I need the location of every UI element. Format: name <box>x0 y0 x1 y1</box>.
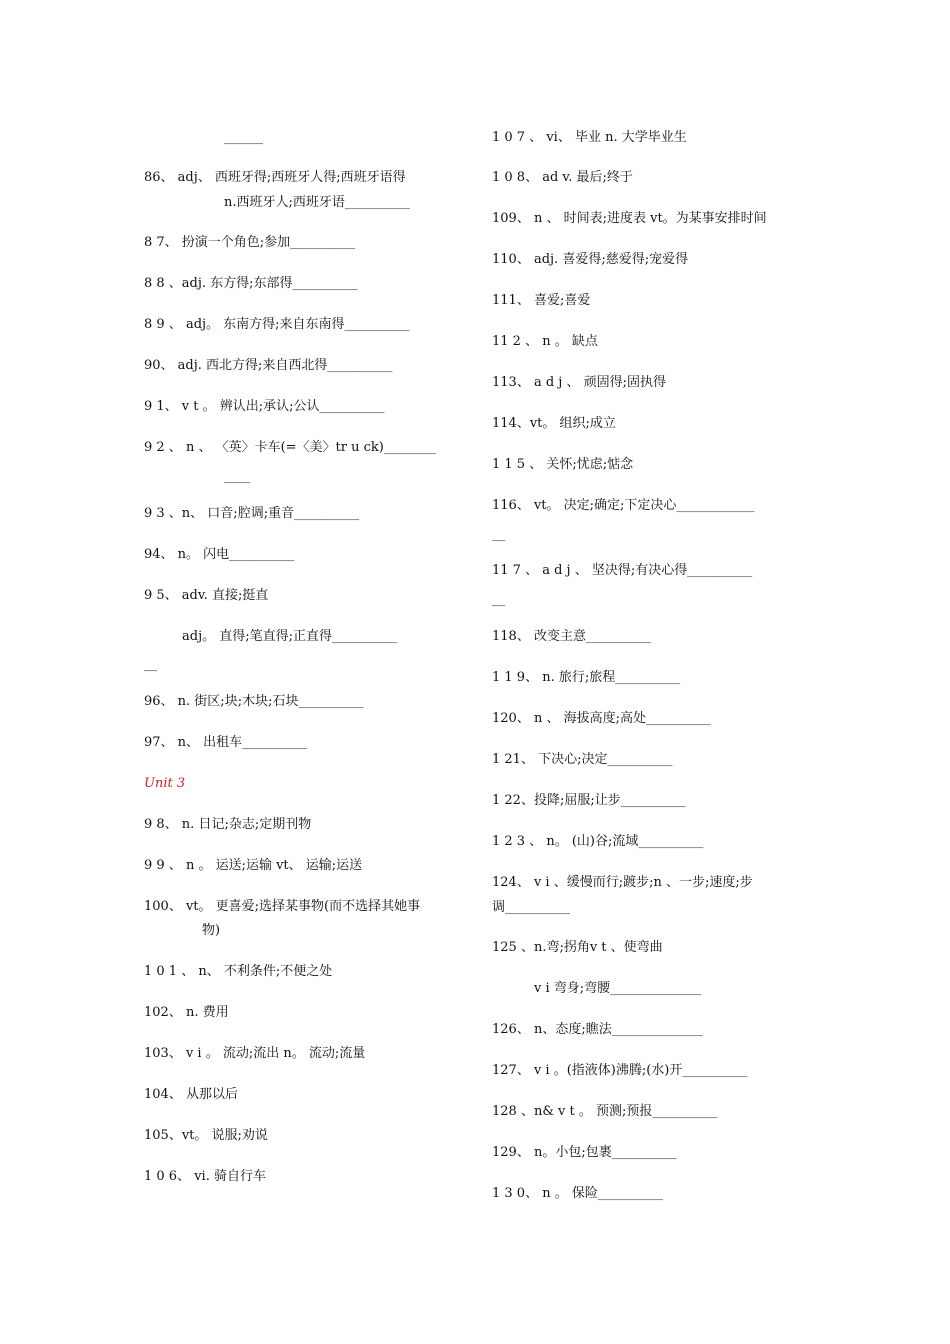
vocab-line: 9 1、 v t 。 辨认出;承认;公认__________ <box>144 399 385 414</box>
vocab-line: 125 、n.弯;拐角v t 、使弯曲 <box>492 940 663 955</box>
vocab-line: 90、 adj. 西北方得;来自西北得__________ <box>144 358 393 373</box>
vocab-line: ______ <box>224 130 263 145</box>
vocab-line: 9 2 、 n 、 〈英〉卡车(=〈美〉tr u ck)________ <box>144 440 436 455</box>
vocab-line: 97、 n、 出租车__________ <box>144 735 308 750</box>
vocab-line: 120、 n 、 海拔高度;高处__________ <box>492 711 711 726</box>
unit-heading: Unit 3 <box>144 776 186 791</box>
vocab-line: __ <box>144 657 157 672</box>
vocab-line: 1 0 1 、 n、 不利条件;不便之处 <box>144 964 333 979</box>
vocab-line: 96、 n. 街区;块;木块;石块__________ <box>144 694 364 709</box>
vocab-line: 104、 从那以后 <box>144 1087 238 1102</box>
vocab-line: 9 3 、n、 口音;腔调;重音__________ <box>144 506 360 521</box>
vocab-line: 100、 vt。 更喜爱;选择某事物(而不选择其她事 <box>144 899 421 914</box>
vocab-line: 113、 a d j 、 顽固得;固执得 <box>492 375 666 390</box>
vocab-line: 调__________ <box>492 900 571 915</box>
vocab-line: 8 7、 扮演一个角色;参加__________ <box>144 235 356 250</box>
vocab-line: 11 7 、 a d j 、 坚决得;有决心得__________ <box>492 563 753 578</box>
vocab-line: 1 0 7 、 vi、 毕业 n. 大学毕业生 <box>492 130 687 145</box>
vocab-line: 1 3 0、 n 。 保险__________ <box>492 1186 663 1201</box>
vocab-line: 1 22、投降;屈服;让步__________ <box>492 793 686 808</box>
vocab-line: 8 9 、 adj。 东南方得;来自东南得__________ <box>144 317 410 332</box>
vocab-line: 127、 v i 。(指液体)沸腾;(水)开__________ <box>492 1063 748 1078</box>
vocab-line: 1 21、 下决心;决定__________ <box>492 752 673 767</box>
vocab-line: 9 8、 n. 日记;杂志;定期刊物 <box>144 817 312 832</box>
vocab-line: 11 2 、 n 。 缺点 <box>492 334 598 349</box>
vocab-line: 124、 v i 、缓慢而行;踱步;n 、一步;速度;步 <box>492 875 753 890</box>
vocab-line: n.西班牙人;西班牙语__________ <box>224 195 410 210</box>
vocab-line: 94、 n。 闪电__________ <box>144 547 295 562</box>
vocab-line: 9 5、 adv. 直接;挺直 <box>144 588 269 603</box>
vocab-line: 109、 n 、 时间表;进度表 vt。为某事安排时间 <box>492 211 767 226</box>
vocab-line: ____ <box>224 469 250 484</box>
vocab-line: 1 1 5 、 关怀;忧虑;惦念 <box>492 457 634 472</box>
vocab-line: __ <box>492 527 505 542</box>
vocab-line: 1 1 9、 n. 旅行;旅程__________ <box>492 670 681 685</box>
vocab-line: 128 、n& v t 。 预测;预报__________ <box>492 1104 718 1119</box>
vocab-line: 物) <box>202 923 221 938</box>
vocab-line: 1 2 3 、 n。 (山)谷;流域__________ <box>492 834 704 849</box>
vocab-line: 129、 n。小包;包裹__________ <box>492 1145 677 1160</box>
vocab-line: 116、 vt。 决定;确定;下定决心____________ <box>492 498 755 513</box>
vocab-line: 105、vt。 说服;劝说 <box>144 1128 268 1143</box>
vocab-line: 8 8 、adj. 东方得;东部得__________ <box>144 276 358 291</box>
vocab-line: 103、 v i 。 流动;流出 n。 流动;流量 <box>144 1046 366 1061</box>
vocab-line: 9 9 、 n 。 运送;运输 vt、 运输;运送 <box>144 858 363 873</box>
vocab-line: 86、 adj、 西班牙得;西班牙人得;西班牙语得 <box>144 170 406 185</box>
vocab-line: adj。 直得;笔直得;正直得__________ <box>182 629 397 644</box>
vocab-line: 118、 改变主意__________ <box>492 629 651 644</box>
vocab-line: v i 弯身;弯腰______________ <box>534 981 702 996</box>
vocab-line: 126、 n、态度;瞧法______________ <box>492 1022 703 1037</box>
vocab-line: 111、 喜爱;喜爱 <box>492 293 591 308</box>
vocab-line: 102、 n. 费用 <box>144 1005 229 1020</box>
vocab-line: 1 0 6、 vi. 骑自行车 <box>144 1169 266 1184</box>
vocab-line: __ <box>492 592 505 607</box>
vocab-line: 1 0 8、 ad v. 最后;终于 <box>492 170 633 185</box>
vocab-line: 110、 adj. 喜爱得;慈爱得;宠爱得 <box>492 252 689 267</box>
vocab-line: 114、vt。 组织;成立 <box>492 416 616 431</box>
